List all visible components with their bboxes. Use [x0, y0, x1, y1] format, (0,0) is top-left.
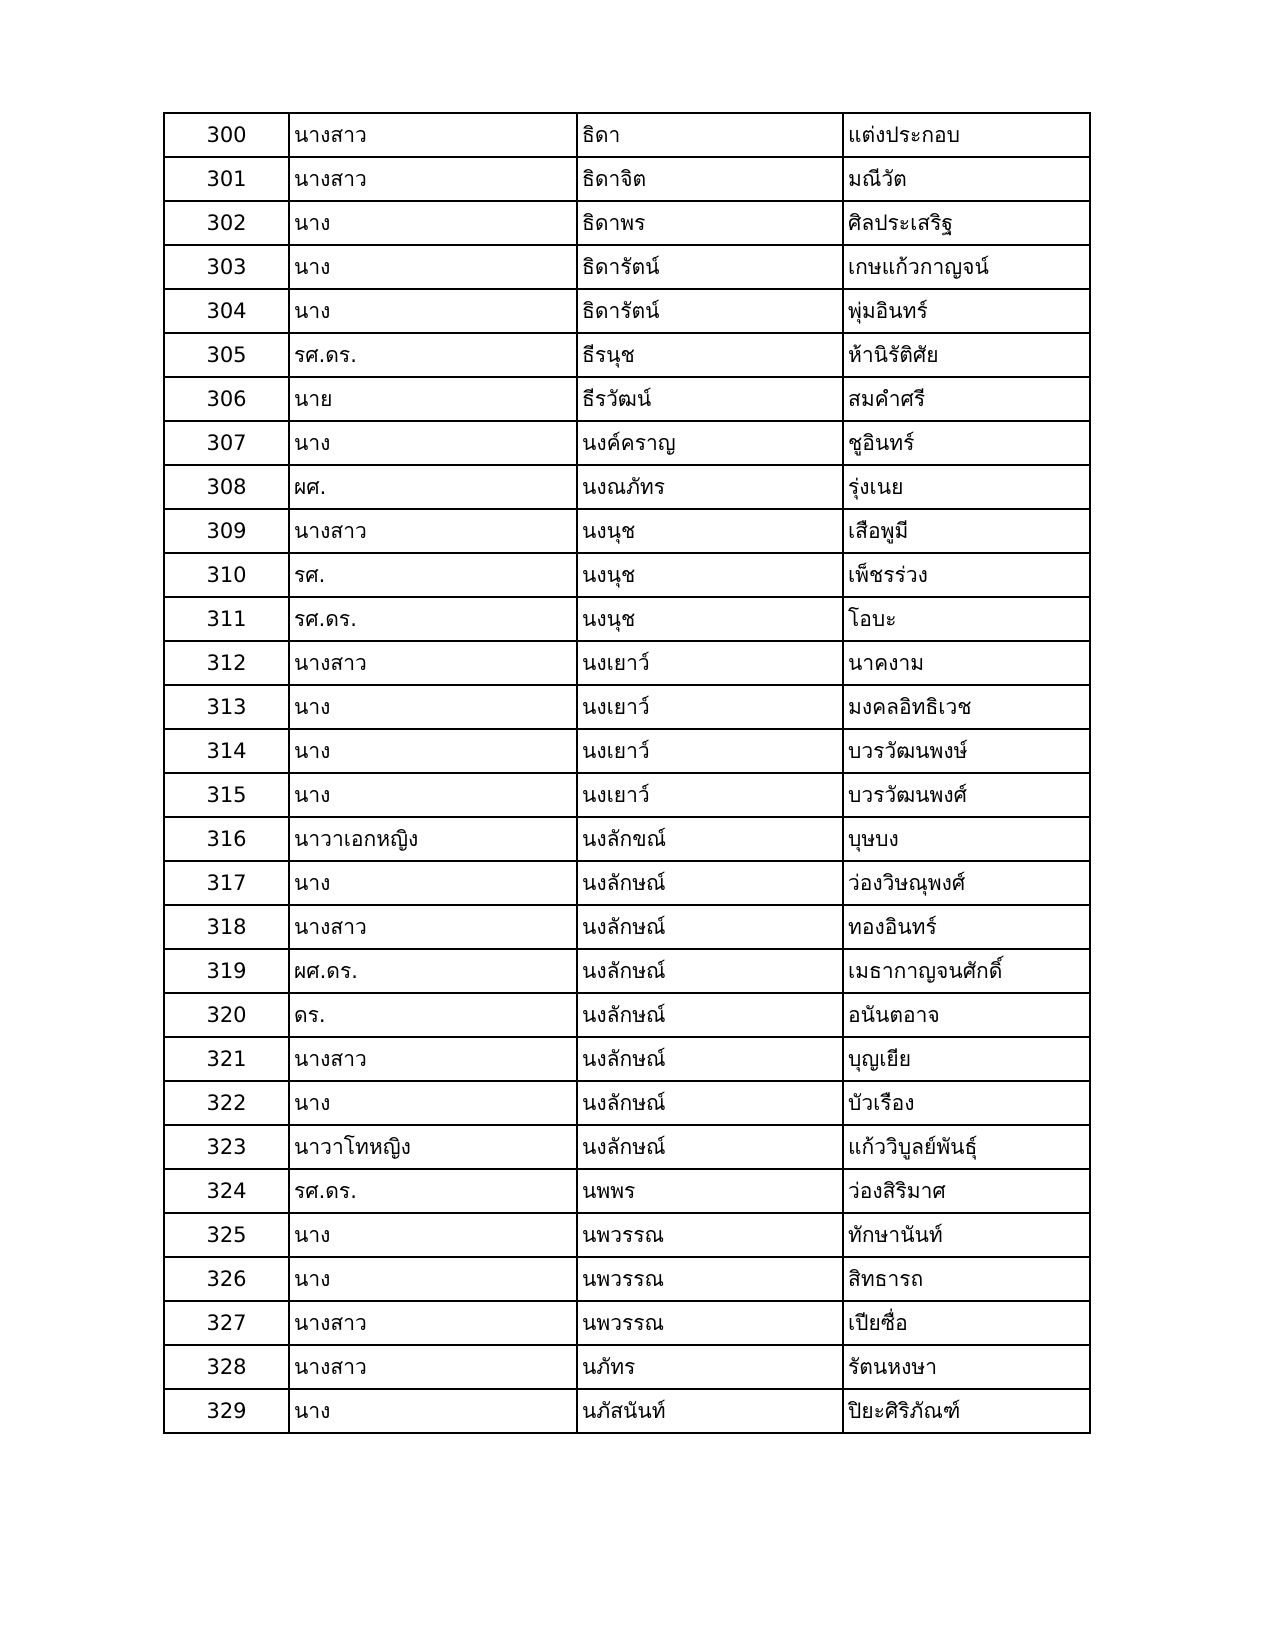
title-cell: นาง: [289, 245, 577, 289]
first-name-cell: นงนุช: [577, 553, 843, 597]
row-number-cell: 327: [164, 1301, 289, 1345]
row-number-cell: 319: [164, 949, 289, 993]
last-name-cell: ห้านิรัติศัย: [843, 333, 1090, 377]
title-cell: นาวาเอกหญิง: [289, 817, 577, 861]
row-number-cell: 324: [164, 1169, 289, 1213]
row-number-cell: 305: [164, 333, 289, 377]
name-list-table: [163, 112, 1091, 1434]
first-name-cell: ธิดารัตน์: [577, 289, 843, 333]
last-name-cell: บัวเรือง: [843, 1081, 1090, 1125]
table-row: [164, 1389, 1090, 1433]
last-name-cell: ทักษานันท์: [843, 1213, 1090, 1257]
last-name-cell: เมธากาญจนศักดิ์: [843, 949, 1090, 993]
title-cell: นาวาโทหญิง: [289, 1125, 577, 1169]
first-name-cell: ธิดาจิต: [577, 157, 843, 201]
title-cell: นางสาว: [289, 1037, 577, 1081]
last-name-cell: ปิยะศิริภัณฑ์: [843, 1389, 1090, 1433]
last-name-cell: ทองอินทร์: [843, 905, 1090, 949]
title-cell: นาง: [289, 421, 577, 465]
title-cell: ผศ.: [289, 465, 577, 509]
row-number-cell: 323: [164, 1125, 289, 1169]
row-number-cell: 328: [164, 1345, 289, 1389]
title-cell: รศ.ดร.: [289, 1169, 577, 1213]
row-number-cell: 320: [164, 993, 289, 1037]
title-cell: รศ.: [289, 553, 577, 597]
table-row: [164, 1037, 1090, 1081]
first-name-cell: นงลักษณ์: [577, 949, 843, 993]
first-name-cell: นงค์คราญ: [577, 421, 843, 465]
title-cell: นางสาว: [289, 905, 577, 949]
name-list-body: [164, 113, 1090, 1433]
last-name-cell: อนันตอาจ: [843, 993, 1090, 1037]
table-row: [164, 421, 1090, 465]
last-name-cell: บุษบง: [843, 817, 1090, 861]
row-number-cell: 313: [164, 685, 289, 729]
title-cell: ผศ.ดร.: [289, 949, 577, 993]
first-name-cell: ธิดารัตน์: [577, 245, 843, 289]
row-number-cell: 321: [164, 1037, 289, 1081]
row-number-cell: 322: [164, 1081, 289, 1125]
first-name-cell: นภัสนันท์: [577, 1389, 843, 1433]
table-row: [164, 949, 1090, 993]
row-number-cell: 303: [164, 245, 289, 289]
row-number-cell: 314: [164, 729, 289, 773]
table-row: [164, 465, 1090, 509]
first-name-cell: ธิดาพร: [577, 201, 843, 245]
last-name-cell: รุ่งเนย: [843, 465, 1090, 509]
last-name-cell: สมคำศรี: [843, 377, 1090, 421]
table-row: [164, 1257, 1090, 1301]
table-row: [164, 905, 1090, 949]
last-name-cell: เพ็ชรร่วง: [843, 553, 1090, 597]
title-cell: นาง: [289, 1213, 577, 1257]
first-name-cell: นภัทร: [577, 1345, 843, 1389]
row-number-cell: 310: [164, 553, 289, 597]
title-cell: นาง: [289, 1389, 577, 1433]
title-cell: นางสาว: [289, 1301, 577, 1345]
table-row: [164, 773, 1090, 817]
last-name-cell: ชูอินทร์: [843, 421, 1090, 465]
last-name-cell: มณีวัต: [843, 157, 1090, 201]
first-name-cell: นงณภัทร: [577, 465, 843, 509]
title-cell: ดร.: [289, 993, 577, 1037]
table-row: [164, 597, 1090, 641]
title-cell: นางสาว: [289, 509, 577, 553]
title-cell: รศ.ดร.: [289, 597, 577, 641]
last-name-cell: แก้ววิบูลย์พันธุ์: [843, 1125, 1090, 1169]
row-number-cell: 318: [164, 905, 289, 949]
last-name-cell: เสือพูมี: [843, 509, 1090, 553]
last-name-cell: โอบะ: [843, 597, 1090, 641]
row-number-cell: 329: [164, 1389, 289, 1433]
first-name-cell: นงลักษณ์: [577, 861, 843, 905]
table-row: [164, 1169, 1090, 1213]
row-number-cell: 300: [164, 113, 289, 157]
first-name-cell: นงเยาว์: [577, 773, 843, 817]
last-name-cell: พุ่มอินทร์: [843, 289, 1090, 333]
first-name-cell: นงลักขณ์: [577, 817, 843, 861]
row-number-cell: 311: [164, 597, 289, 641]
first-name-cell: นพวรรณ: [577, 1257, 843, 1301]
row-number-cell: 326: [164, 1257, 289, 1301]
last-name-cell: สิทธารถ: [843, 1257, 1090, 1301]
table-row: [164, 245, 1090, 289]
last-name-cell: บุญเยีย: [843, 1037, 1090, 1081]
table-row: [164, 1125, 1090, 1169]
first-name-cell: นงลักษณ์: [577, 993, 843, 1037]
title-cell: นางสาว: [289, 641, 577, 685]
title-cell: นาง: [289, 201, 577, 245]
last-name-cell: เกษแก้วกาญจน์: [843, 245, 1090, 289]
last-name-cell: บวรวัฒนพงศ์: [843, 773, 1090, 817]
table-row: [164, 1345, 1090, 1389]
last-name-cell: เปียซื่อ: [843, 1301, 1090, 1345]
table-row: [164, 1301, 1090, 1345]
first-name-cell: นงลักษณ์: [577, 1125, 843, 1169]
table-row: [164, 201, 1090, 245]
row-number-cell: 306: [164, 377, 289, 421]
table-row: [164, 1213, 1090, 1257]
last-name-cell: แต่งประกอบ: [843, 113, 1090, 157]
title-cell: นาง: [289, 289, 577, 333]
first-name-cell: นงนุช: [577, 509, 843, 553]
table-row: [164, 861, 1090, 905]
table-row: [164, 377, 1090, 421]
row-number-cell: 307: [164, 421, 289, 465]
row-number-cell: 317: [164, 861, 289, 905]
table-row: [164, 729, 1090, 773]
first-name-cell: นงลักษณ์: [577, 905, 843, 949]
first-name-cell: นพพร: [577, 1169, 843, 1213]
first-name-cell: ธีรนุช: [577, 333, 843, 377]
last-name-cell: รัตนหงษา: [843, 1345, 1090, 1389]
first-name-cell: นงเยาว์: [577, 729, 843, 773]
last-name-cell: บวรวัฒนพงษ์: [843, 729, 1090, 773]
row-number-cell: 325: [164, 1213, 289, 1257]
first-name-cell: นงลักษณ์: [577, 1037, 843, 1081]
table-row: [164, 685, 1090, 729]
first-name-cell: นงเยาว์: [577, 685, 843, 729]
title-cell: นาง: [289, 685, 577, 729]
last-name-cell: มงคลอิทธิเวช: [843, 685, 1090, 729]
first-name-cell: ธิดา: [577, 113, 843, 157]
first-name-cell: นพวรรณ: [577, 1301, 843, 1345]
row-number-cell: 304: [164, 289, 289, 333]
title-cell: นาง: [289, 729, 577, 773]
title-cell: นาง: [289, 861, 577, 905]
table-row: [164, 553, 1090, 597]
title-cell: นางสาว: [289, 157, 577, 201]
title-cell: นางสาว: [289, 113, 577, 157]
title-cell: นาง: [289, 1257, 577, 1301]
last-name-cell: ศิลประเสริฐ: [843, 201, 1090, 245]
table-row: [164, 993, 1090, 1037]
table-row: [164, 157, 1090, 201]
table-row: [164, 1081, 1090, 1125]
table-row: [164, 333, 1090, 377]
row-number-cell: 316: [164, 817, 289, 861]
first-name-cell: นพวรรณ: [577, 1213, 843, 1257]
last-name-cell: ว่องสิริมาศ: [843, 1169, 1090, 1213]
row-number-cell: 301: [164, 157, 289, 201]
table-row: [164, 113, 1090, 157]
title-cell: นาง: [289, 773, 577, 817]
last-name-cell: นาคงาม: [843, 641, 1090, 685]
first-name-cell: นงลักษณ์: [577, 1081, 843, 1125]
title-cell: นาย: [289, 377, 577, 421]
last-name-cell: ว่องวิษณุพงศ์: [843, 861, 1090, 905]
first-name-cell: นงเยาว์: [577, 641, 843, 685]
first-name-cell: นงนุช: [577, 597, 843, 641]
title-cell: รศ.ดร.: [289, 333, 577, 377]
row-number-cell: 308: [164, 465, 289, 509]
row-number-cell: 312: [164, 641, 289, 685]
title-cell: นางสาว: [289, 1345, 577, 1389]
row-number-cell: 309: [164, 509, 289, 553]
table-row: [164, 641, 1090, 685]
first-name-cell: ธีรวัฒน์: [577, 377, 843, 421]
table-row: [164, 817, 1090, 861]
row-number-cell: 302: [164, 201, 289, 245]
table-row: [164, 509, 1090, 553]
row-number-cell: 315: [164, 773, 289, 817]
title-cell: นาง: [289, 1081, 577, 1125]
table-row: [164, 289, 1090, 333]
